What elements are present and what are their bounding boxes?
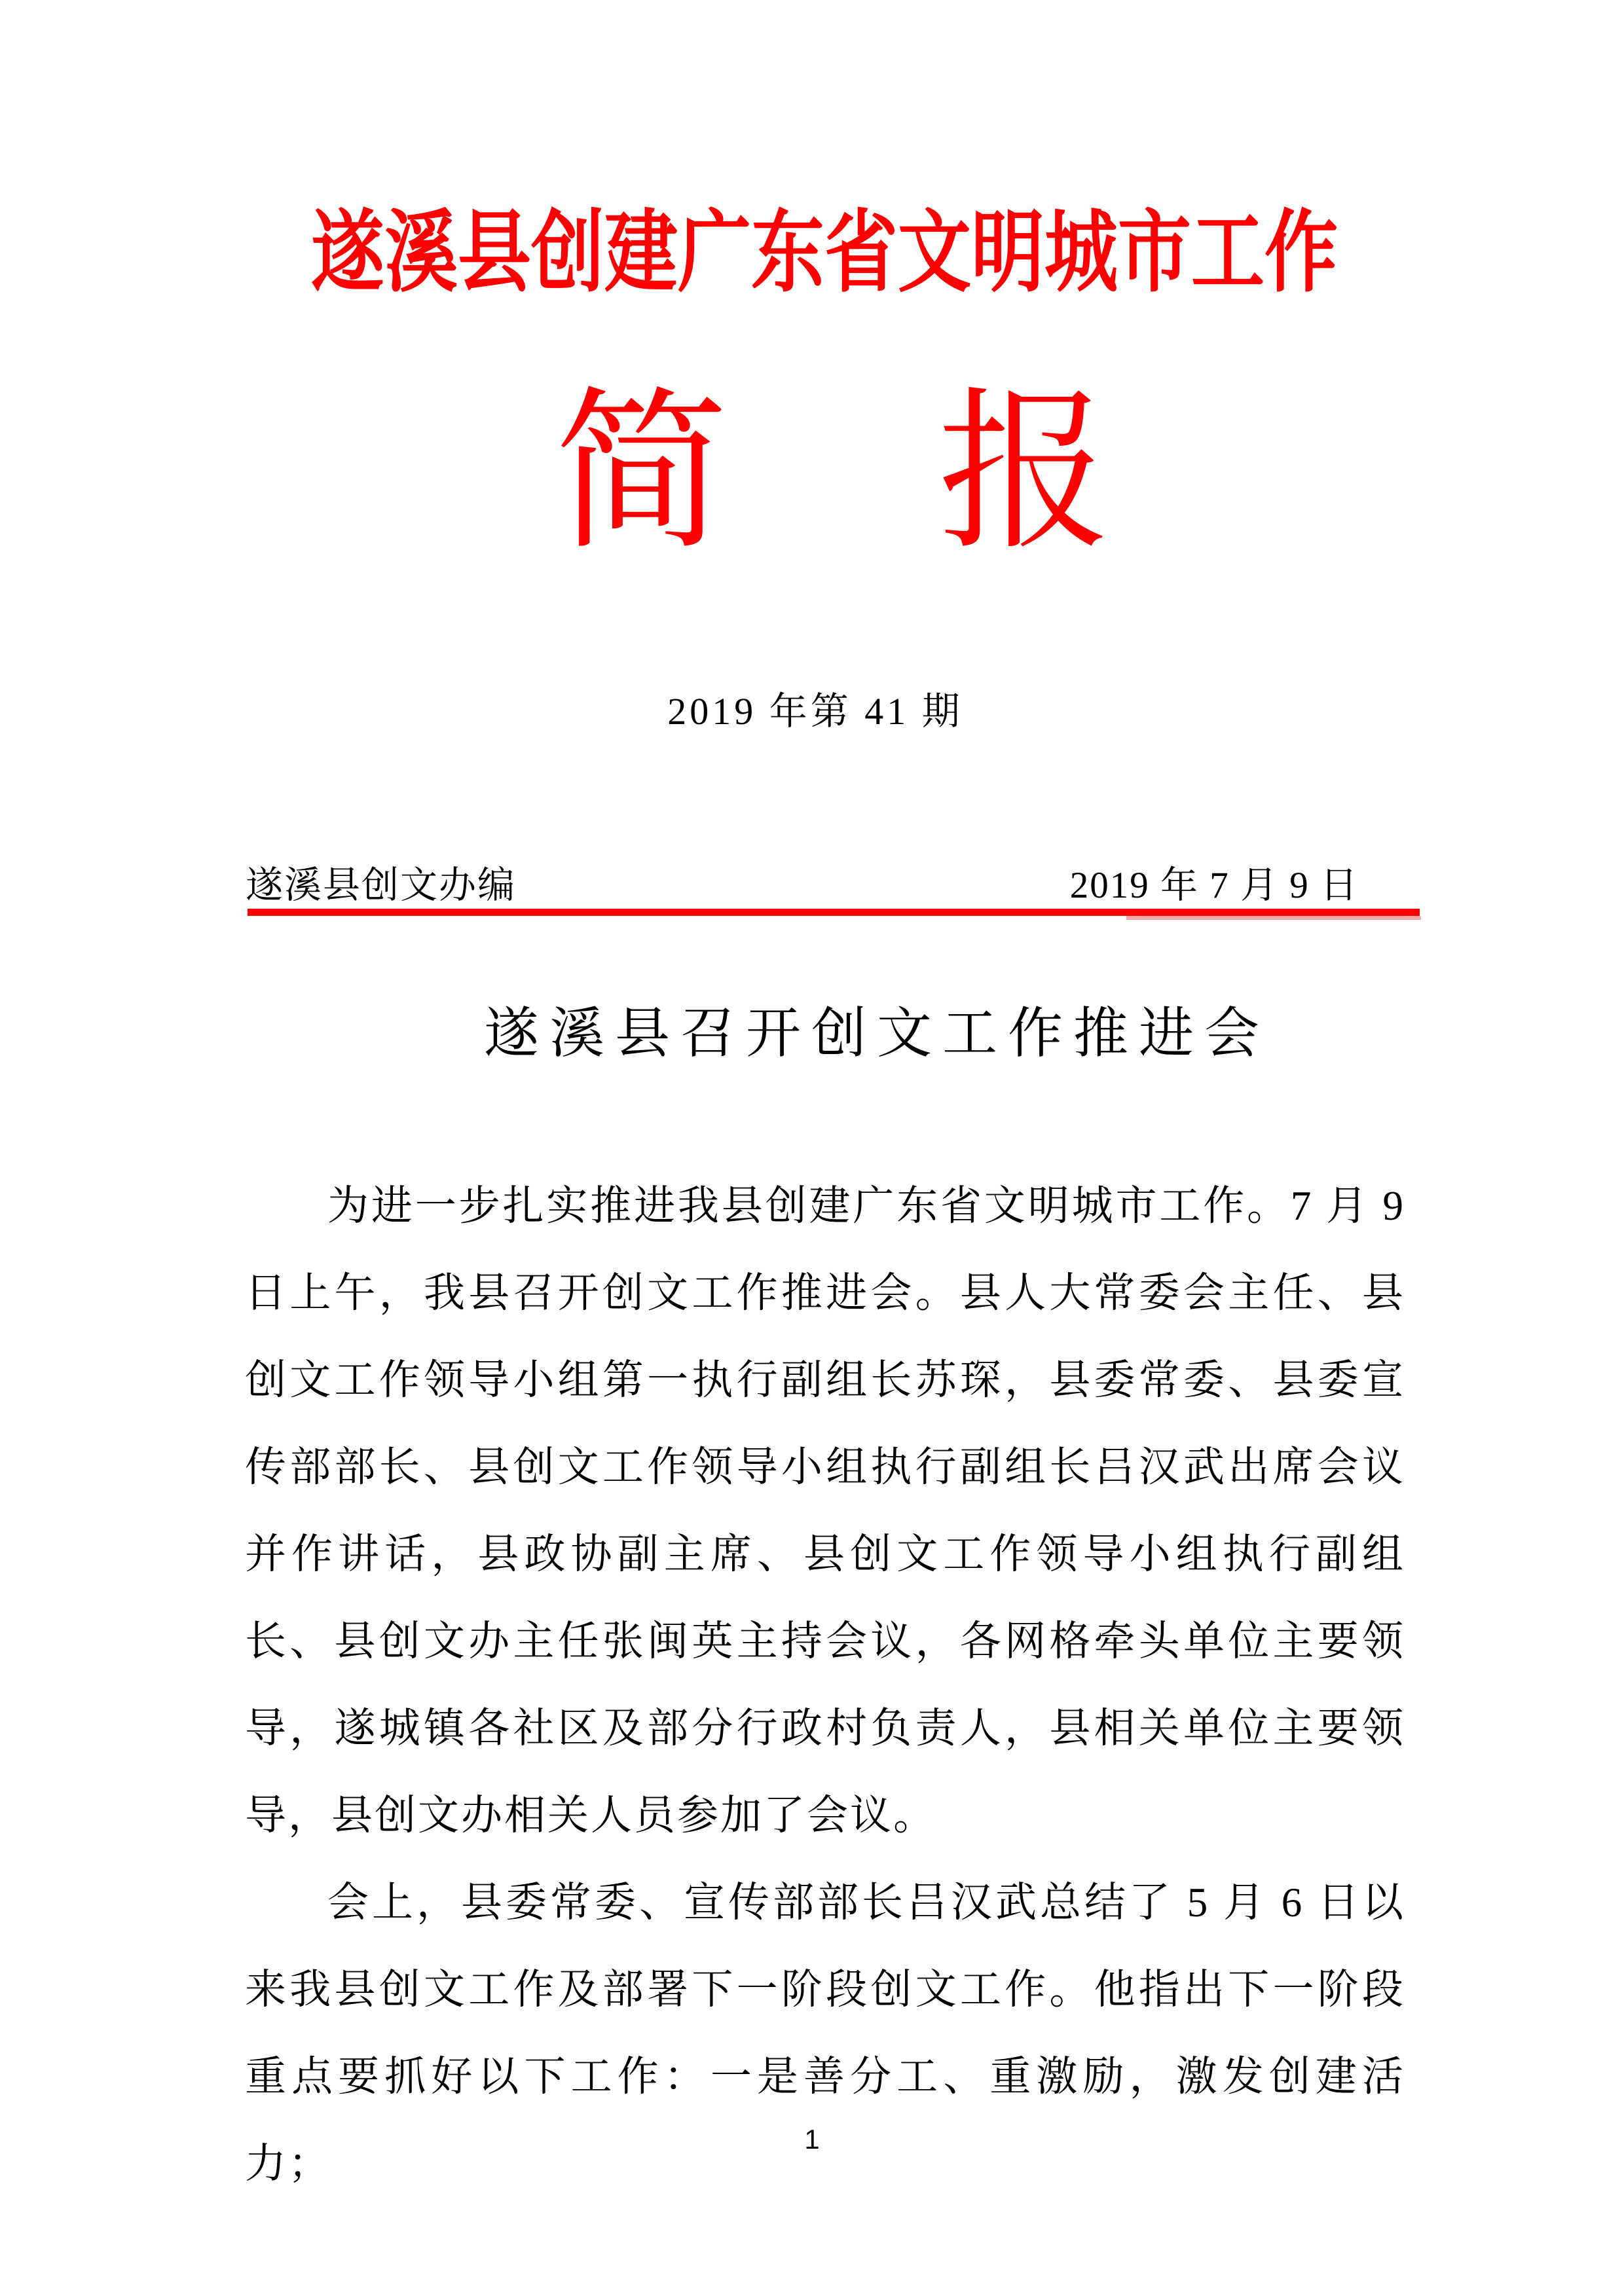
article-body — [245, 1163, 1405, 2208]
masthead-title: 遂溪县创建广东省文明城市工作 — [311, 204, 1338, 304]
article-paragraph: 会上，县委常委、宣传部部长吕汉武总结了 5 月 6 日以来我县创文工作及部署下一阶段创文工作。他指出下一阶段重点要抓好以下工作：一是善分工、重激励，激发创建活力； — [245, 1880, 1405, 2187]
red-divider-rule-shadow — [1126, 916, 1421, 920]
issue-number: 2019 年第 41 期 — [667, 690, 963, 733]
article-paragraph: 为进一步扎实推进我县创建广东省文明城市工作。7 月 9 日上午，我县召开创文工作推进会。县人大常委会主任、县创文工作领导小组第一执行副组长苏琛，县委常委、县委宣传部部长、县创文工作领导小组执行副组长吕汉武出席会议并作讲话，县政协副主席、县创文工作领导小组执行副组长、县创文办主任张闽英主持会议，各网格牵头单位主要领导，遂城镇各社区及部分行政村负责人，县相关单位主要领导，县创文办相关人员参加了会议。 — [245, 1183, 1405, 1838]
masthead-word-char2: 报 — [938, 378, 1111, 570]
issue-date: 2019 年 7 月 9 日 — [1069, 865, 1359, 906]
red-divider-rule — [248, 909, 1420, 916]
meta-row — [246, 863, 1359, 909]
page-number: 1 — [804, 2124, 820, 2155]
article-title: 遂溪县召开创文工作推进会 — [483, 1004, 1270, 1065]
masthead-word — [21, 374, 1624, 574]
editor-label: 遂溪县创文办编 — [246, 865, 516, 906]
masthead-word-char1: 简 — [555, 378, 728, 570]
